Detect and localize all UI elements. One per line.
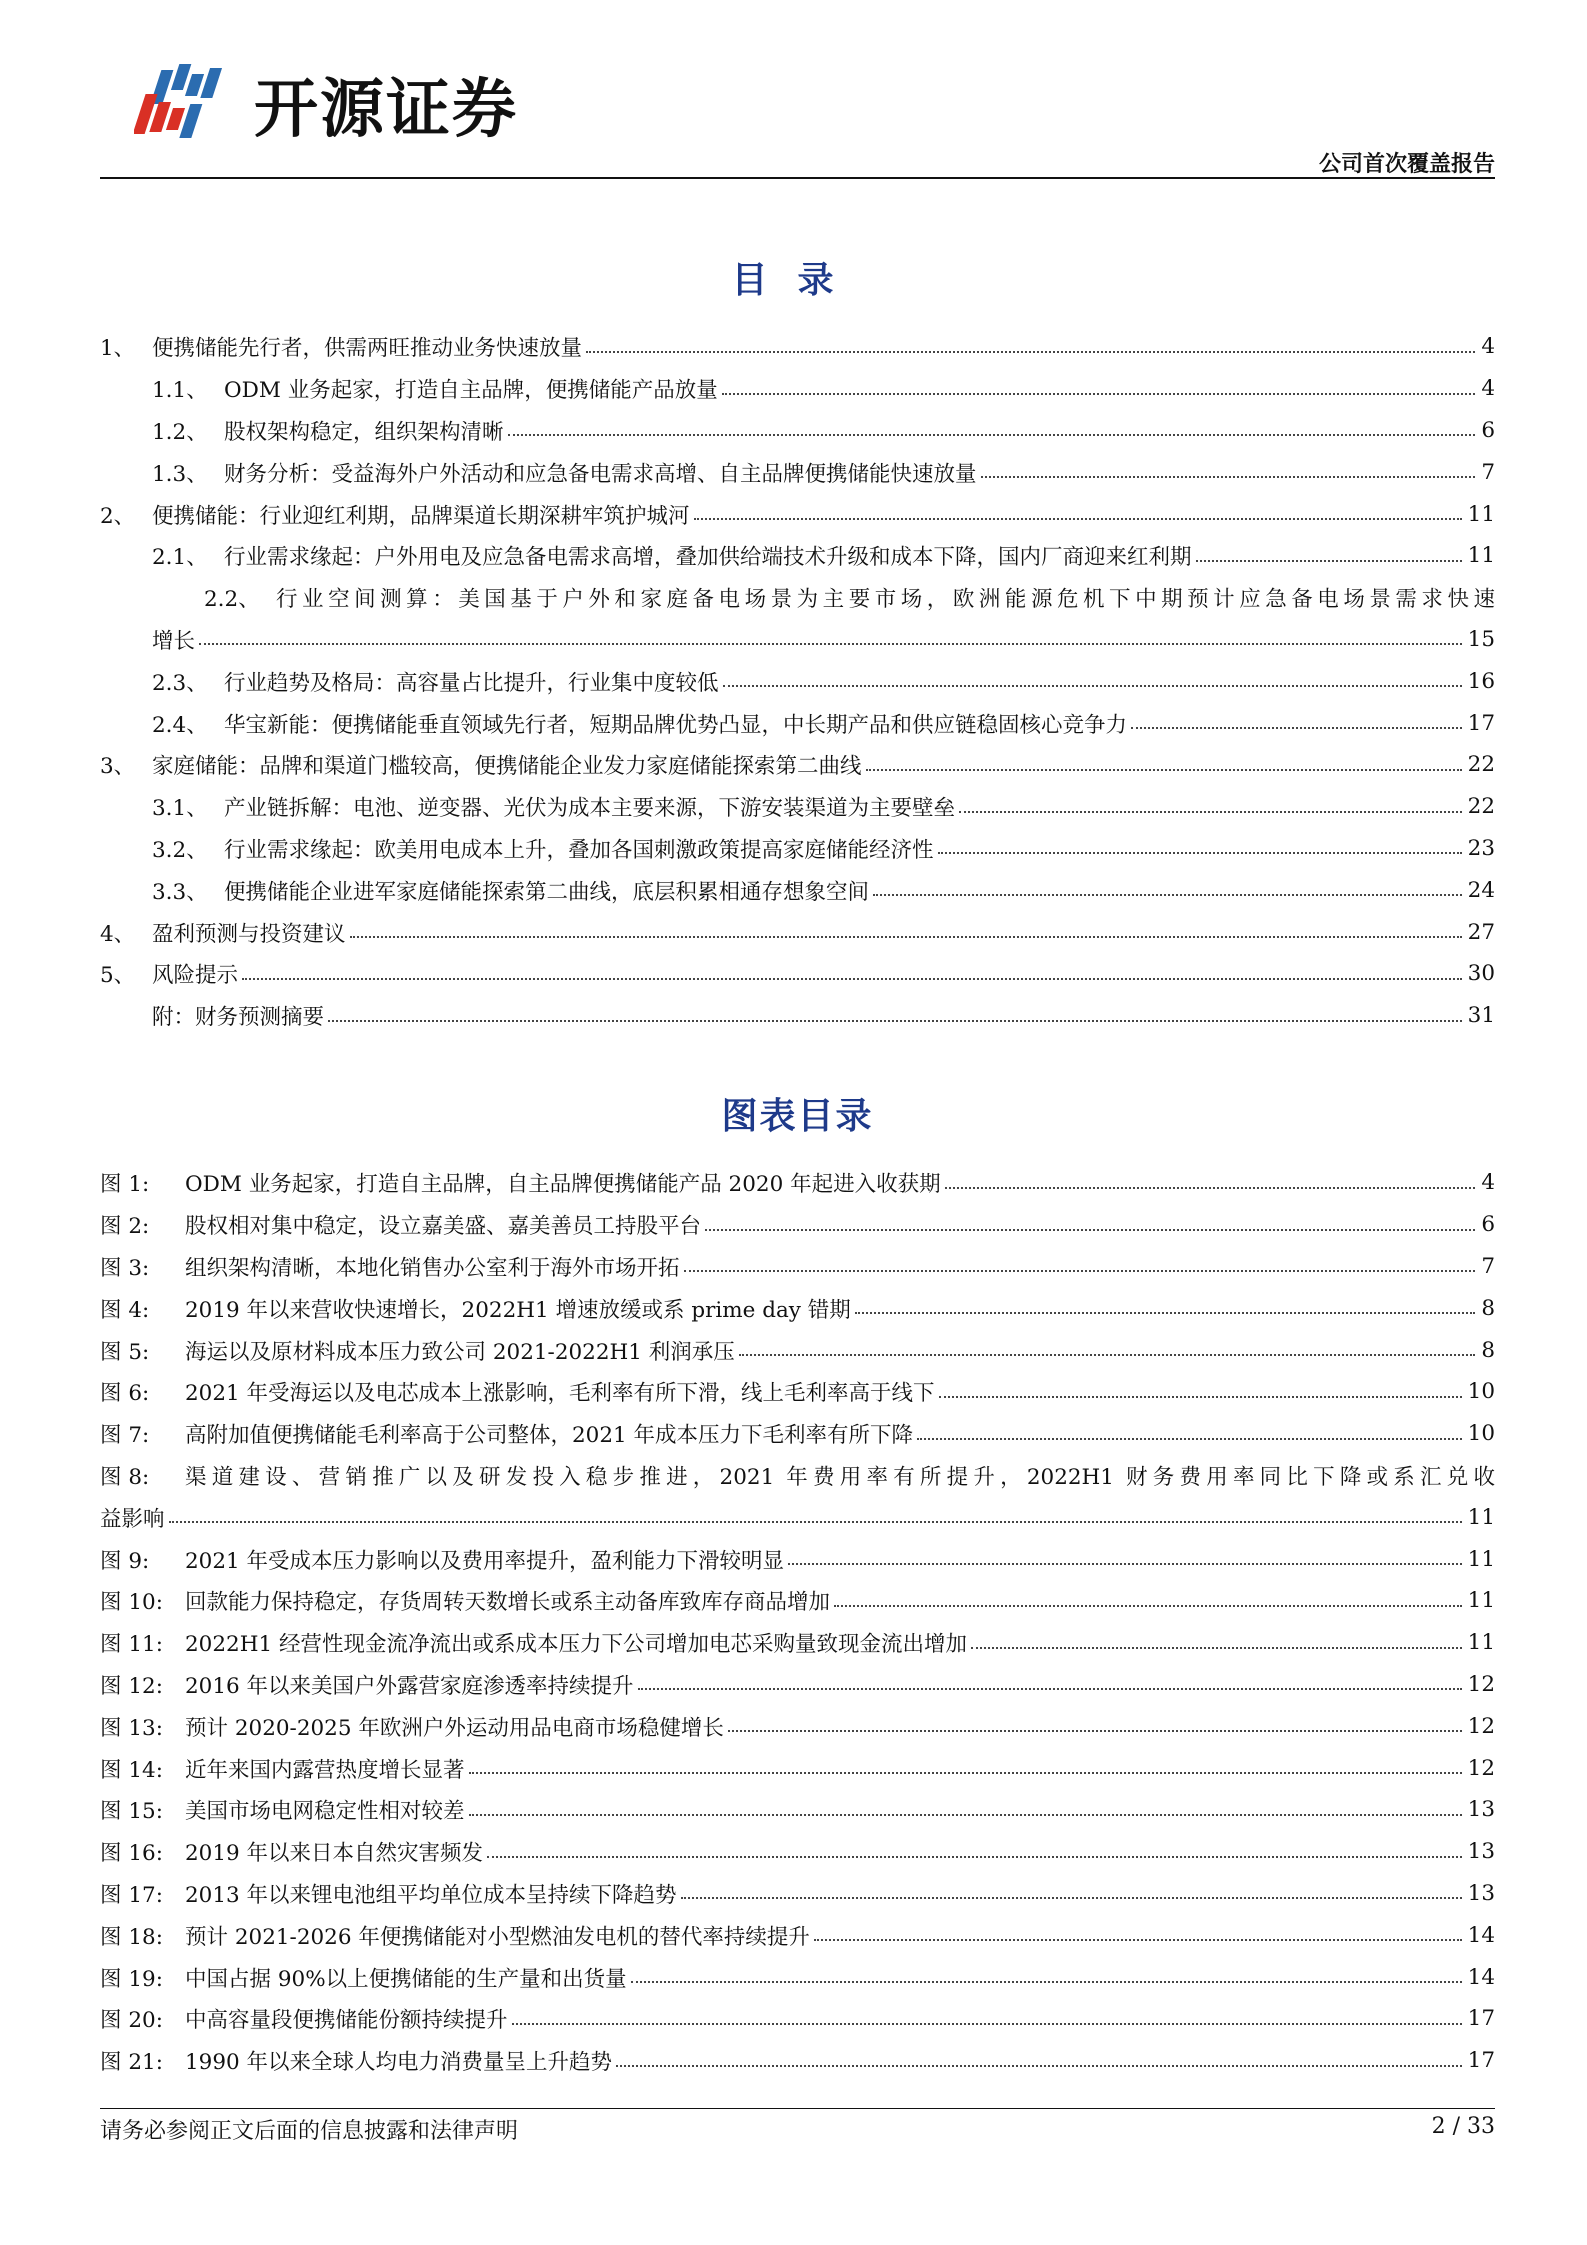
figure-item-line — [100, 1914, 1495, 1956]
figure-item-page: 13 — [1467, 1797, 1495, 1823]
toc-item-text: 行业需求缘起：欧美用电成本上升，叠加各国刺激政策提高家庭储能经济性 — [224, 837, 934, 863]
figure-item[interactable] — [100, 1956, 1495, 1998]
figure-item-line — [100, 1622, 1495, 1664]
toc-item-page: 15 — [1467, 626, 1495, 652]
figure-item-line — [100, 1246, 1495, 1288]
figure-item-page: 12 — [1467, 1755, 1495, 1781]
toc-item-number: 3.1、 — [152, 796, 208, 822]
toc-item-number: 2.2、 — [204, 587, 260, 613]
figure-item-line — [100, 1204, 1495, 1246]
figure-item-number: 图 20: — [100, 2008, 163, 2034]
toc-item-leader — [938, 852, 1462, 854]
figure-item-number: 图 5: — [100, 1339, 150, 1365]
toc-item-line — [100, 828, 1495, 870]
figure-item[interactable] — [100, 1664, 1495, 1706]
figure-item-number: 图 3: — [100, 1255, 150, 1281]
figure-item-leader — [681, 1897, 1462, 1899]
figure-item-text: 渠道建设、营销推广以及研发投入稳步推进，2021 年费用率有所提升，2022H1 财务费用率同比下降或系汇兑收 — [185, 1464, 1495, 1490]
figure-item-leader — [616, 2065, 1462, 2067]
toc-item[interactable] — [100, 953, 1495, 995]
footer-divider — [100, 2108, 1495, 2109]
toc-item-page: 27 — [1467, 919, 1495, 945]
figure-item-leader — [917, 1438, 1462, 1440]
figure-item-number: 图 15: — [100, 1799, 163, 1825]
toc-item-line — [100, 786, 1495, 828]
figure-item-leader — [834, 1605, 1462, 1607]
figure-item[interactable] — [100, 1287, 1495, 1329]
toc-item-line — [100, 702, 1495, 744]
figure-item-page: 10 — [1467, 1421, 1495, 1447]
toc-item-text: 家庭储能：品牌和渠道门槛较高，便携储能企业发力家庭储能探索第二曲线 — [152, 754, 862, 780]
figure-item-page: 6 — [1481, 1212, 1495, 1238]
toc-item-text-continued: 增长 — [152, 628, 196, 654]
figure-item-line — [100, 1329, 1495, 1371]
toc-item-number: 2.3、 — [152, 670, 208, 696]
toc-item-number: 5、 — [100, 963, 136, 989]
toc-item-page: 4 — [1481, 334, 1495, 360]
figure-item-leader — [939, 1396, 1462, 1398]
toc-item-leader — [328, 1020, 1462, 1022]
figure-item-number: 图 1: — [100, 1172, 150, 1198]
figure-item-text: 预计 2020-2025 年欧洲户外运动用品电商市场稳健增长 — [185, 1715, 724, 1741]
figure-item-number: 图 2: — [100, 1214, 150, 1240]
figure-item-line — [100, 1956, 1495, 1998]
toc-item[interactable] — [100, 660, 1495, 702]
toc-item-line — [100, 995, 1495, 1037]
toc-item-page: 17 — [1467, 710, 1495, 736]
toc-item[interactable] — [100, 326, 1495, 368]
brand-logo-icon — [134, 62, 244, 152]
figure-item-leader — [684, 1270, 1476, 1272]
toc-item-leader — [199, 643, 1462, 645]
figure-item-text-continued: 益影响 — [100, 1506, 165, 1532]
toc-item-number: 1.1、 — [152, 378, 208, 404]
figure-item-page: 10 — [1467, 1379, 1495, 1405]
figure-item-line — [100, 1831, 1495, 1873]
toc-item-leader — [694, 518, 1462, 520]
figure-item-text: 近年来国内露营热度增长显著 — [185, 1757, 465, 1783]
figure-item-number: 图 4: — [100, 1297, 150, 1323]
figure-item-leader — [487, 1856, 1462, 1858]
toc-item-text: 股权架构稳定，组织架构清晰 — [224, 419, 504, 445]
toc-item-number: 2.4、 — [152, 712, 208, 738]
figure-item[interactable] — [100, 1329, 1495, 1371]
toc-item-line — [100, 451, 1495, 493]
figure-item-number: 图 7: — [100, 1423, 150, 1449]
toc-item-number: 1、 — [100, 336, 136, 362]
figure-item-number: 图 11: — [100, 1632, 163, 1658]
figure-item[interactable] — [100, 2040, 1495, 2082]
toc-item-number: 3.2、 — [152, 837, 208, 863]
figure-item-page: 11 — [1467, 1504, 1495, 1530]
figure-item-leader — [169, 1521, 1462, 1523]
figure-item-text: 2019 年以来日本自然灾害频发 — [185, 1841, 484, 1867]
toc-item-text: 便携储能企业进军家庭储能探索第二曲线，底层积累相通存想象空间 — [224, 879, 870, 905]
figure-item[interactable] — [100, 1831, 1495, 1873]
figure-item-line — [100, 1371, 1495, 1413]
toc-item-page: 31 — [1467, 1003, 1495, 1029]
toc-item-line — [100, 744, 1495, 786]
figure-item-line — [100, 1873, 1495, 1915]
figure-item-line — [100, 1705, 1495, 1747]
figure-item-leader — [788, 1563, 1462, 1565]
toc-item-text: 风险提示 — [152, 963, 239, 989]
figure-item[interactable] — [100, 1538, 1495, 1580]
header-divider — [100, 177, 1495, 179]
figure-item-number: 图 10: — [100, 1590, 163, 1616]
figure-item-text: 海运以及原材料成本压力致公司 2021-2022H1 利润承压 — [185, 1339, 735, 1365]
figure-item-line — [100, 1747, 1495, 1789]
page-header — [100, 52, 1495, 177]
toc-item-text: 便携储能：行业迎红利期，品牌渠道长期深耕牢筑护城河 — [152, 503, 690, 529]
figure-item-text: ODM 业务起家，打造自主品牌，自主品牌便携储能产品 2020 年起进入收获期 — [185, 1172, 941, 1198]
figure-item-text: 2021 年受海运以及电芯成本上涨影响，毛利率有所下滑，线上毛利率高于线下 — [185, 1381, 935, 1407]
figure-item-number: 图 9: — [100, 1548, 150, 1574]
toc-item-number: 3.3、 — [152, 879, 208, 905]
toc-item-leader — [959, 811, 1462, 813]
toc-item[interactable] — [100, 493, 1495, 535]
toc-item-leader — [873, 894, 1462, 896]
toc-item-leader — [350, 936, 1462, 938]
toc-item-line — [100, 911, 1495, 953]
toc-item-line — [100, 953, 1495, 995]
figure-item-number: 图 13: — [100, 1715, 163, 1741]
toc-title: 目录 — [731, 260, 864, 301]
toc-item-text: 财务分析：受益海外户外活动和应急备电需求高增、自主品牌便携储能快速放量 — [224, 461, 977, 487]
figure-item-text: 2021 年受成本压力影响以及费用率提升，盈利能力下滑较明显 — [185, 1548, 785, 1574]
figure-item-text: 2019 年以来营收快速增长，2022H1 增速放缓或系 prime day 错期 — [185, 1297, 851, 1323]
toc-item-line — [100, 368, 1495, 410]
figure-item[interactable] — [100, 1204, 1495, 1246]
figure-item[interactable] — [100, 1413, 1495, 1455]
toc-item-text: 便携储能先行者，供需两旺推动业务快速放量 — [152, 336, 583, 362]
figure-item-text: 2013 年以来锂电池组平均单位成本呈持续下降趋势 — [185, 1882, 677, 1908]
figure-item-leader — [739, 1354, 1476, 1356]
toc-item-number: 4、 — [100, 921, 136, 947]
figure-item-leader — [638, 1688, 1462, 1690]
figure-item-page: 14 — [1467, 1922, 1495, 1948]
toc-item-leader — [586, 351, 1475, 353]
figure-item-page: 11 — [1467, 1630, 1495, 1656]
figure-item-number: 图 6: — [100, 1381, 150, 1407]
toc-item-leader — [242, 978, 1462, 980]
figure-item-number: 图 17: — [100, 1882, 163, 1908]
figure-item-page: 14 — [1467, 1964, 1495, 1990]
toc-item-text: 产业链拆解：电池、逆变器、光伏为成本主要来源，下游安装渠道为主要壁垒 — [224, 796, 956, 822]
figure-item-leader — [512, 2023, 1462, 2025]
toc-item-page: 22 — [1467, 794, 1495, 820]
figure-item-line — [100, 1538, 1495, 1580]
toc-item[interactable] — [100, 451, 1495, 493]
figure-item-line — [100, 1455, 1495, 1497]
figure-item-number: 图 8: — [100, 1464, 150, 1490]
toc-item-leader — [866, 769, 1462, 771]
figure-item-line — [100, 1162, 1495, 1204]
figure-item-page: 4 — [1481, 1170, 1495, 1196]
figure-item-page: 7 — [1481, 1253, 1495, 1279]
toc-item-line — [100, 493, 1495, 535]
figure-item-leader — [469, 1814, 1462, 1816]
toc-item-page: 30 — [1467, 961, 1495, 987]
toc-item-page: 16 — [1467, 668, 1495, 694]
toc-item-page: 7 — [1481, 459, 1495, 485]
report-type: 公司首次覆盖报告 — [1318, 152, 1495, 177]
figure-item-text: 高附加值便携储能毛利率高于公司整体，2021 年成本压力下毛利率有所下降 — [185, 1423, 914, 1449]
figure-item-leader — [728, 1730, 1462, 1732]
figure-item-text: 回款能力保持稳定，存货周转天数增长或系主动备库致库存商品增加 — [185, 1590, 831, 1616]
figure-list-title: 图表目录 — [721, 1096, 874, 1137]
figure-item-page: 11 — [1467, 1588, 1495, 1614]
figure-item[interactable] — [100, 1371, 1495, 1413]
figure-item[interactable] — [100, 1789, 1495, 1831]
toc-item-line — [152, 577, 1495, 619]
figure-item-number: 图 16: — [100, 1841, 163, 1867]
figure-item[interactable] — [100, 1246, 1495, 1288]
figure-item-page: 13 — [1467, 1839, 1495, 1865]
toc-item-text: 行业空间测算：美国基于户外和家庭备电场景为主要市场，欧洲能源危机下中期预计应急备电场景需求快速 — [276, 587, 1495, 613]
toc-item-page: 4 — [1481, 376, 1495, 402]
figure-item-line — [100, 1580, 1495, 1622]
figure-item-page: 12 — [1467, 1671, 1495, 1697]
figure-item-line — [100, 2040, 1495, 2082]
toc-item[interactable] — [100, 702, 1495, 744]
figure-item-text: 中国占据 90%以上便携储能的生产量和出货量 — [185, 1966, 627, 1992]
figure-item[interactable] — [100, 1455, 1495, 1539]
figure-item[interactable] — [100, 1622, 1495, 1664]
figure-item-leader — [469, 1772, 1462, 1774]
toc-item[interactable] — [100, 368, 1495, 410]
toc-item-text: ODM 业务起家，打造自主品牌，便携储能产品放量 — [224, 378, 718, 404]
toc-item-number: 1.2、 — [152, 419, 208, 445]
toc-item-line — [152, 619, 1495, 661]
figure-item-page: 8 — [1481, 1337, 1495, 1363]
figure-item-line — [100, 1496, 1495, 1538]
toc-item-leader — [508, 434, 1476, 436]
figure-item[interactable] — [100, 1873, 1495, 1915]
toc-item-page: 11 — [1467, 543, 1495, 569]
figure-item-text: 2016 年以来美国户外露营家庭渗透率持续提升 — [185, 1673, 634, 1699]
figure-item-page: 11 — [1467, 1546, 1495, 1572]
toc-item[interactable] — [100, 535, 1495, 577]
toc-item[interactable] — [100, 410, 1495, 452]
toc-item-text: 华宝新能：便携储能垂直领域先行者，短期品牌优势凸显，中长期产品和供应链稳固核心竞争力 — [224, 712, 1128, 738]
toc-item-line — [100, 660, 1495, 702]
toc-item[interactable] — [100, 577, 1495, 661]
toc-item-line — [100, 869, 1495, 911]
toc-item-number: 2、 — [100, 503, 136, 529]
footer-disclaimer: 请务必参阅正文后面的信息披露和法律声明 — [100, 2119, 519, 2144]
toc-item-leader — [722, 393, 1476, 395]
figure-item-page: 17 — [1467, 2048, 1495, 2074]
toc-item-text: 盈利预测与投资建议 — [152, 921, 346, 947]
footer-page-number: 2 / 33 — [1431, 2114, 1495, 2139]
toc-item-page: 11 — [1467, 501, 1495, 527]
figure-item-page: 17 — [1467, 2006, 1495, 2032]
figure-item-page: 13 — [1467, 1880, 1495, 1906]
figure-item-number: 图 14: — [100, 1757, 163, 1783]
figure-item[interactable] — [100, 1705, 1495, 1747]
toc-item-page: 23 — [1467, 835, 1495, 861]
figure-item-leader — [631, 1981, 1462, 1983]
toc-item-page: 24 — [1467, 877, 1495, 903]
toc-item-leader — [1131, 727, 1462, 729]
toc-item[interactable] — [100, 786, 1495, 828]
figure-item-number: 图 12: — [100, 1673, 163, 1699]
figure-item-text: 中高容量段便携储能份额持续提升 — [185, 2008, 508, 2034]
figure-item-leader — [971, 1647, 1462, 1649]
toc-item-page: 22 — [1467, 752, 1495, 778]
toc-item-leader — [1196, 560, 1462, 562]
toc-item[interactable] — [100, 995, 1495, 1037]
toc-item-number: 3、 — [100, 754, 136, 780]
figure-item-leader — [814, 1939, 1462, 1941]
toc-item[interactable] — [100, 869, 1495, 911]
figure-item-line — [100, 1998, 1495, 2040]
figure-item-page: 8 — [1481, 1295, 1495, 1321]
toc-item-line — [100, 410, 1495, 452]
figure-item-text: 组织架构清晰，本地化销售办公室利于海外市场开拓 — [185, 1255, 680, 1281]
toc-item-text: 行业需求缘起：户外用电及应急备电需求高增，叠加供给端技术升级和成本下降，国内厂商迎来红利期 — [224, 545, 1192, 571]
brand-name: 开源证券 — [254, 73, 518, 147]
toc-list — [100, 326, 1495, 1037]
figure-item-leader — [945, 1187, 1476, 1189]
figure-item-number: 图 21: — [100, 2050, 163, 2076]
figure-item[interactable] — [100, 1162, 1495, 1204]
toc-item-number: 1.3、 — [152, 461, 208, 487]
figure-item-line — [100, 1287, 1495, 1329]
figure-item[interactable] — [100, 1580, 1495, 1622]
figure-item-number: 图 19: — [100, 1966, 163, 1992]
toc-item[interactable] — [100, 911, 1495, 953]
figure-item-leader — [705, 1229, 1475, 1231]
figure-item-text: 1990 年以来全球人均电力消费量呈上升趋势 — [185, 2050, 613, 2076]
toc-item-leader — [981, 476, 1476, 478]
figure-item-text: 股权相对集中稳定，设立嘉美盛、嘉美善员工持股平台 — [185, 1214, 702, 1240]
figure-item[interactable] — [100, 1914, 1495, 1956]
figure-item-leader — [855, 1312, 1476, 1314]
toc-item-text: 行业趋势及格局：高容量占比提升，行业集中度较低 — [224, 670, 719, 696]
figure-item-number: 图 18: — [100, 1924, 163, 1950]
figure-item-line — [100, 1413, 1495, 1455]
figure-item-text: 美国市场电网稳定性相对较差 — [185, 1799, 465, 1825]
figure-item-line — [100, 1664, 1495, 1706]
figure-item[interactable] — [100, 1747, 1495, 1789]
toc-item[interactable] — [100, 744, 1495, 786]
toc-item-leader — [723, 685, 1462, 687]
toc-item-page: 6 — [1481, 417, 1495, 443]
toc-item[interactable] — [100, 828, 1495, 870]
figure-item-text: 预计 2021-2026 年便携储能对小型燃油发电机的替代率持续提升 — [185, 1924, 810, 1950]
toc-item-number: 2.1、 — [152, 545, 208, 571]
figure-item-page: 12 — [1467, 1713, 1495, 1739]
figure-item-line — [100, 1789, 1495, 1831]
figure-list — [100, 1162, 1495, 2082]
toc-item-line — [100, 326, 1495, 368]
toc-item-text: 附：财务预测摘要 — [152, 1005, 325, 1031]
figure-item-text: 2022H1 经营性现金流净流出或系成本压力下公司增加电芯采购量致现金流出增加 — [185, 1632, 967, 1658]
figure-item[interactable] — [100, 1998, 1495, 2040]
toc-item-line — [100, 535, 1495, 577]
